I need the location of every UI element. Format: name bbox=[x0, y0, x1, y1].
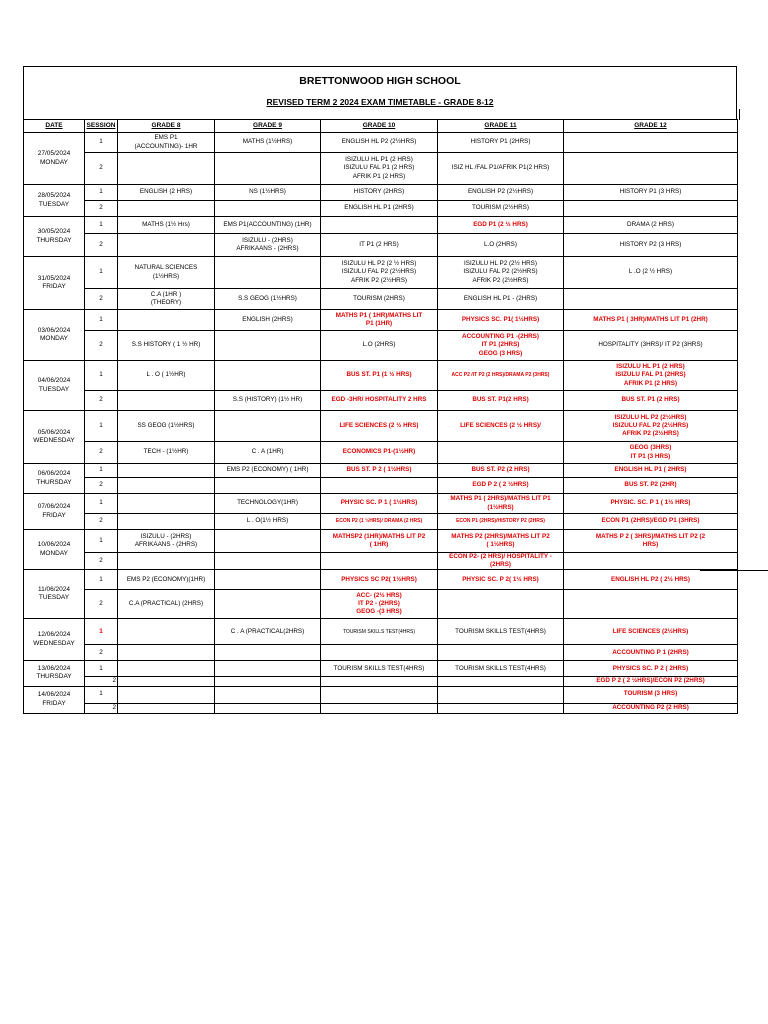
exam-cell-grade-10: MATHS P1 ( 1HR)/MATHS LIT P1 (1HR) bbox=[321, 310, 438, 331]
exam-cell-grade-12 bbox=[564, 201, 738, 217]
exam-cell-grade-12: GEOG (3HRS) IT P1 (3 HRS) bbox=[564, 442, 738, 464]
stray-mark bbox=[739, 109, 740, 120]
table-row bbox=[24, 530, 738, 553]
exam-cell-grade-9 bbox=[215, 553, 321, 570]
session-cell: 1 bbox=[85, 661, 118, 677]
exam-cell-grade-11 bbox=[438, 590, 564, 619]
session-cell: 1 bbox=[85, 411, 118, 442]
exam-cell-grade-10: ENGLISH HL P1 (2HRS) bbox=[321, 201, 438, 217]
exam-cell-grade-11: PHYSIC SC. P 2( 1½ HRS) bbox=[438, 570, 564, 590]
exam-cell-grade-12: MATHS P 2 ( 3HRS)/MATHS LIT P2 (2 HRS) bbox=[564, 530, 738, 553]
exam-cell-grade-9 bbox=[215, 257, 321, 289]
exam-cell-grade-12: BUS ST. P1 (2 HRS) bbox=[564, 391, 738, 411]
exam-cell-grade-8: S.S HISTORY ( 1 ½ HR) bbox=[118, 331, 215, 361]
session-cell: 2 bbox=[85, 201, 118, 217]
weekday-text: MONDAY bbox=[39, 158, 69, 166]
exam-cell-grade-9: S.S (HISTORY) (1½ HR) bbox=[215, 391, 321, 411]
exam-cell-grade-8: C.A (PRACTICAL) (2HRS) bbox=[118, 590, 215, 619]
weekday-text: TUESDAY bbox=[38, 200, 70, 208]
session-cell: 2 bbox=[85, 478, 118, 494]
date-cell bbox=[24, 686, 85, 713]
date-cell bbox=[24, 217, 85, 257]
date-cell bbox=[24, 411, 85, 464]
session-cell: 2 bbox=[85, 289, 118, 310]
session-cell: 1 bbox=[85, 257, 118, 289]
exam-cell-grade-8 bbox=[118, 619, 215, 645]
exam-cell-grade-12: PHYSIC. SC. P 1 ( 1½ HRS) bbox=[564, 494, 738, 514]
session-cell: 1 bbox=[85, 686, 118, 703]
date-text: 30/05/2024 bbox=[37, 228, 71, 236]
table-row bbox=[24, 686, 738, 703]
exam-cell-grade-10: ACC- (2½ HRS) IT P2 - (2HRS) GEOG -(3 HRS) bbox=[321, 590, 438, 619]
exam-cell-grade-11 bbox=[438, 645, 564, 661]
exam-cell-grade-11: MATHS P1 ( 2HRS)/MATHS LIT P1 (1½HRS) bbox=[438, 494, 564, 514]
exam-cell-grade-11: LIFE SCIENCES (2 ½ HRS)/ bbox=[438, 411, 564, 442]
date-cell bbox=[24, 133, 85, 185]
header-row bbox=[24, 120, 738, 133]
weekday-text: MONDAY bbox=[39, 335, 69, 342]
table-row bbox=[24, 133, 738, 153]
exam-cell-grade-9 bbox=[215, 686, 321, 703]
exam-cell-grade-10: IT P1 (2 HRS) bbox=[321, 234, 438, 257]
exam-cell-grade-10 bbox=[321, 686, 438, 703]
table-row bbox=[24, 201, 738, 217]
col-header-date: DATE bbox=[24, 120, 85, 133]
exam-cell-grade-12: EGD P 2 ( 2 ½HRS)/ECON P2 (2HRS) bbox=[564, 677, 738, 686]
school-name: BRETTONWOOD HIGH SCHOOL bbox=[299, 75, 461, 87]
weekday-text: TUESDAY bbox=[38, 385, 70, 393]
exam-cell-grade-11: ECON P1 (2HRS)/HISTORY P2 (2HRS) bbox=[438, 514, 564, 530]
exam-cell-grade-12 bbox=[564, 289, 738, 310]
exam-cell-grade-10 bbox=[321, 553, 438, 570]
exam-cell-grade-10: ISIZULU HL P1 (2 HRS) ISIZULU FAL P1 (2 HRS) AFRIK P1 (2 HRS) bbox=[321, 153, 438, 185]
exam-cell-grade-9 bbox=[215, 570, 321, 590]
table-row bbox=[24, 217, 738, 234]
col-header-grade-11: GRADE 11 bbox=[438, 120, 564, 133]
exam-cell-grade-10: ISIZULU HL P2 (2 ½ HRS) ISIZULU FAL P2 (2½HRS) AFRIK P2 (2½HRS) bbox=[321, 257, 438, 289]
timetable-subtitle: REVISED TERM 2 2024 EXAM TIMETABLE - GRADE 8-12 bbox=[266, 97, 494, 107]
weekday-text: FRIDAY bbox=[42, 699, 66, 707]
date-cell bbox=[24, 257, 85, 310]
session-cell: 2 bbox=[85, 514, 118, 530]
session-cell: 1 bbox=[85, 494, 118, 514]
exam-cell-grade-10: L.O (2HRS) bbox=[321, 331, 438, 361]
exam-cell-grade-12 bbox=[564, 553, 738, 570]
date-text: 05/06/2024 bbox=[37, 428, 71, 436]
exam-cell-grade-8 bbox=[118, 494, 215, 514]
exam-cell-grade-11: TOURISM SKILLS TEST(4HRS) bbox=[438, 661, 564, 677]
exam-cell-grade-12: MATHS P1 ( 3HR)/MATHS LIT P1 (2HR) bbox=[564, 310, 738, 331]
exam-cell-grade-11: ISIZULU HL P2 (2½ HRS) ISIZULU FAL P2 (2½HRS) AFRIK P2 (2½HRS) bbox=[438, 257, 564, 289]
table-row bbox=[24, 464, 738, 478]
table-row bbox=[24, 234, 738, 257]
exam-cell-grade-12 bbox=[564, 133, 738, 153]
session-cell: 2 bbox=[85, 703, 118, 713]
exam-cell-grade-12: LIFE SCIENCES (2½HRS) bbox=[564, 619, 738, 645]
session-cell: 2 bbox=[85, 645, 118, 661]
date-cell bbox=[24, 570, 85, 619]
session-cell: 2 bbox=[85, 590, 118, 619]
date-cell bbox=[24, 361, 85, 411]
timetable-body bbox=[24, 133, 738, 714]
exam-cell-grade-9 bbox=[215, 411, 321, 442]
exam-cell-grade-8 bbox=[118, 478, 215, 494]
session-cell: 2 bbox=[85, 442, 118, 464]
exam-cell-grade-8 bbox=[118, 661, 215, 677]
exam-cell-grade-8: MATHS (1½ Hrs) bbox=[118, 217, 215, 234]
exam-cell-grade-8: EMS P2 (ECONOMY)(1HR) bbox=[118, 570, 215, 590]
exam-cell-grade-8: L . O ( 1½HR) bbox=[118, 361, 215, 391]
exam-cell-grade-12: ENGLISH HL P1 ( 2HRS) bbox=[564, 464, 738, 478]
table-row bbox=[24, 645, 738, 661]
exam-cell-grade-9 bbox=[215, 530, 321, 553]
date-text: 31/05/2024 bbox=[37, 274, 71, 282]
exam-cell-grade-12: PHYSICS SC. P 2 ( 2HRS) bbox=[564, 661, 738, 677]
exam-cell-grade-10: TOURISM (2HRS) bbox=[321, 289, 438, 310]
exam-cell-grade-10: EGD -3HR/ HOSPITALITY 2 HRS bbox=[321, 391, 438, 411]
exam-cell-grade-12: ACCOUNTING P 1 (2HRS) bbox=[564, 645, 738, 661]
exam-cell-grade-9 bbox=[215, 153, 321, 185]
exam-cell-grade-8 bbox=[118, 201, 215, 217]
exam-cell-grade-12: HOSPITALITY (3HRS)/ IT P2 (3HRS) bbox=[564, 331, 738, 361]
date-cell bbox=[24, 530, 85, 570]
table-row bbox=[24, 514, 738, 530]
exam-cell-grade-9 bbox=[215, 478, 321, 494]
table-row bbox=[24, 677, 738, 686]
exam-cell-grade-12: L .O (2 ½ HRS) bbox=[564, 257, 738, 289]
table-row bbox=[24, 361, 738, 391]
exam-cell-grade-12: ENGLISH HL P2 ( 2½ HRS) bbox=[564, 570, 738, 590]
date-cell bbox=[24, 661, 85, 686]
exam-cell-grade-8 bbox=[118, 310, 215, 331]
exam-cell-grade-10: BUS ST. P1 (1 ½ HRS) bbox=[321, 361, 438, 391]
exam-cell-grade-12: DRAMA (2 HRS) bbox=[564, 217, 738, 234]
table-row bbox=[24, 289, 738, 310]
exam-cell-grade-9 bbox=[215, 661, 321, 677]
exam-cell-grade-12: ISIZULU HL P1 (2 HRS) ISIZULU FAL P1 (2HRS) AFRIK P1 (2 HRS) bbox=[564, 361, 738, 391]
exam-cell-grade-9: EMS P2 (ECONOMY) ( 1HR) bbox=[215, 464, 321, 478]
exam-cell-grade-8 bbox=[118, 234, 215, 257]
table-row bbox=[24, 570, 738, 590]
exam-cell-grade-10: ECONOMICS P1-(1½HR) bbox=[321, 442, 438, 464]
date-text: 06/06/2024 bbox=[37, 470, 71, 478]
exam-cell-grade-9: NS (1½HRS) bbox=[215, 185, 321, 201]
exam-cell-grade-11: PHYSICS SC. P1( 1½HRS) bbox=[438, 310, 564, 331]
exam-cell-grade-9: S.S GEOG (1½HRS) bbox=[215, 289, 321, 310]
exam-cell-grade-12: ISIZULU HL P2 (2½HRS) ISIZULU FAL P2 (2½HRS) AFRIK P2 (2½HRS) bbox=[564, 411, 738, 442]
session-cell: 1 bbox=[85, 217, 118, 234]
exam-cell-grade-10 bbox=[321, 703, 438, 713]
exam-cell-grade-10: PHYSICS SC P2( 1½HRS) bbox=[321, 570, 438, 590]
exam-cell-grade-11: L.O (2HRS) bbox=[438, 234, 564, 257]
table-row bbox=[24, 391, 738, 411]
exam-cell-grade-12 bbox=[564, 153, 738, 185]
exam-cell-grade-10: TOURISM SKILLS TEST(4HRS) bbox=[321, 619, 438, 645]
exam-cell-grade-10: BUS ST. P 2 ( 1½HRS) bbox=[321, 464, 438, 478]
exam-cell-grade-9: TECHNOLOGY(1HR) bbox=[215, 494, 321, 514]
exam-cell-grade-11 bbox=[438, 442, 564, 464]
exam-cell-grade-9: ENGLISH (2HRS) bbox=[215, 310, 321, 331]
exam-cell-grade-9 bbox=[215, 677, 321, 686]
exam-cell-grade-12: ACCOUNTING P2 (2 HRS) bbox=[564, 703, 738, 713]
weekday-text: THURSDAY bbox=[36, 236, 72, 244]
exam-cell-grade-8 bbox=[118, 464, 215, 478]
session-cell: 2 bbox=[85, 553, 118, 570]
exam-cell-grade-8 bbox=[118, 686, 215, 703]
weekday-text: THURSDAY bbox=[36, 478, 72, 486]
table-row bbox=[24, 331, 738, 361]
weekday-text: THURSDAY bbox=[36, 673, 72, 681]
exam-cell-grade-12: TOURISM (3 HRS) bbox=[564, 686, 738, 703]
exam-cell-grade-8: EMS P1 (ACCOUNTING)- 1HR bbox=[118, 133, 215, 153]
table-row bbox=[24, 310, 738, 331]
exam-cell-grade-11: BUS ST. P1(2 HRS) bbox=[438, 391, 564, 411]
exam-cell-grade-8 bbox=[118, 645, 215, 661]
timetable-sheet bbox=[23, 66, 737, 714]
exam-cell-grade-10 bbox=[321, 478, 438, 494]
table-row bbox=[24, 478, 738, 494]
exam-cell-grade-11: EGD P 2 ( 2 ½HRS) bbox=[438, 478, 564, 494]
exam-cell-grade-8 bbox=[118, 553, 215, 570]
table-row bbox=[24, 411, 738, 442]
exam-cell-grade-10 bbox=[321, 645, 438, 661]
table-row bbox=[24, 703, 738, 713]
exam-cell-grade-8: ENGLISH (2 HRS) bbox=[118, 185, 215, 201]
col-header-grade-8: GRADE 8 bbox=[118, 120, 215, 133]
exam-cell-grade-8 bbox=[118, 153, 215, 185]
exam-cell-grade-8: ISIZULU - (2HRS) AFRIKAANS - (2HRS) bbox=[118, 530, 215, 553]
exam-cell-grade-10: TOURISM SKILLS TEST(4HRS) bbox=[321, 661, 438, 677]
exam-cell-grade-9 bbox=[215, 703, 321, 713]
session-cell: 2 bbox=[85, 331, 118, 361]
table-row bbox=[24, 494, 738, 514]
exam-cell-grade-10 bbox=[321, 677, 438, 686]
date-cell bbox=[24, 185, 85, 217]
table-row bbox=[24, 185, 738, 201]
exam-cell-grade-11: HISTORY P1 (2HRS) bbox=[438, 133, 564, 153]
weekday-text: WEDNESDAY bbox=[33, 437, 75, 444]
session-cell: 2 bbox=[85, 391, 118, 411]
exam-cell-grade-8 bbox=[118, 514, 215, 530]
table-row bbox=[24, 619, 738, 645]
table-row bbox=[24, 661, 738, 677]
date-cell bbox=[24, 494, 85, 530]
session-cell: 1 bbox=[85, 185, 118, 201]
exam-timetable bbox=[23, 119, 738, 714]
col-header-grade-12: GRADE 12 bbox=[564, 120, 738, 133]
exam-cell-grade-8 bbox=[118, 703, 215, 713]
weekday-text: FRIDAY bbox=[42, 283, 66, 290]
weekday-text: WEDNESDAY bbox=[33, 639, 75, 647]
session-cell: 2 bbox=[85, 677, 118, 686]
exam-cell-grade-10: PHYSIC SC. P 1 ( 1½HRS) bbox=[321, 494, 438, 514]
weekday-text: FRIDAY bbox=[42, 511, 66, 519]
exam-cell-grade-9 bbox=[215, 645, 321, 661]
exam-cell-grade-9: MATHS (1½HRS) bbox=[215, 133, 321, 153]
exam-cell-grade-11: EGD P1 (2 ½ HRS) bbox=[438, 217, 564, 234]
session-cell: 2 bbox=[85, 153, 118, 185]
date-text: 27/05/2024 bbox=[37, 150, 71, 158]
exam-cell-grade-10: HISTORY (2HRS) bbox=[321, 185, 438, 201]
date-text: 12/06/2024 bbox=[37, 631, 71, 639]
table-row bbox=[24, 590, 738, 619]
exam-cell-grade-11: ECON P2- (2 HRS)/ HOSPITALITY - (2HRS) bbox=[438, 553, 564, 570]
session-cell: 1 bbox=[85, 133, 118, 153]
date-text: 04/06/2024 bbox=[37, 377, 71, 385]
date-text: 14/06/2024 bbox=[37, 691, 71, 699]
session-cell: 1 bbox=[85, 619, 118, 645]
exam-cell-grade-11 bbox=[438, 703, 564, 713]
title-box bbox=[23, 66, 737, 119]
col-header-session: SESSION bbox=[85, 120, 118, 133]
date-text: 11/06/2024 bbox=[37, 585, 71, 593]
session-cell: 2 bbox=[85, 234, 118, 257]
exam-cell-grade-9 bbox=[215, 590, 321, 619]
exam-cell-grade-9: ISIZULU - (2HRS) AFRIKAANS - (2HRS) bbox=[215, 234, 321, 257]
date-cell bbox=[24, 619, 85, 661]
date-cell bbox=[24, 464, 85, 494]
exam-cell-grade-10 bbox=[321, 217, 438, 234]
exam-cell-grade-8 bbox=[118, 677, 215, 686]
exam-cell-grade-11: TOURISM SKILLS TEST(4HRS) bbox=[438, 619, 564, 645]
exam-cell-grade-9 bbox=[215, 331, 321, 361]
exam-cell-grade-8 bbox=[118, 391, 215, 411]
exam-cell-grade-11: TOURISM (2½HRS) bbox=[438, 201, 564, 217]
exam-cell-grade-8: NATURAL SCIENCES (1½HRS) bbox=[118, 257, 215, 289]
session-cell: 1 bbox=[85, 530, 118, 553]
exam-cell-grade-10: MATHSP2 (1HR)/MATHS LIT P2 ( 1HR) bbox=[321, 530, 438, 553]
exam-cell-grade-11 bbox=[438, 677, 564, 686]
exam-cell-grade-12: ECON P1 (2HRS)/EGD P1 (3HRS) bbox=[564, 514, 738, 530]
exam-cell-grade-8: C.A (1HR ) (THEORY) bbox=[118, 289, 215, 310]
session-cell: 1 bbox=[85, 310, 118, 331]
exam-cell-grade-10: LIFE SCIENCES (2 ½ HRS) bbox=[321, 411, 438, 442]
exam-cell-grade-9 bbox=[215, 361, 321, 391]
exam-cell-grade-10: ECON P2 (1 ½HRS)/ DRAMA (2 HRS) bbox=[321, 514, 438, 530]
exam-cell-grade-12 bbox=[564, 590, 738, 619]
session-cell: 1 bbox=[85, 570, 118, 590]
exam-cell-grade-8: TECH - (1½HR) bbox=[118, 442, 215, 464]
table-row bbox=[24, 442, 738, 464]
exam-cell-grade-11: ACC P2 /IT P2 (2 HRS)/DRAMA P2 (3HRS) bbox=[438, 361, 564, 391]
exam-cell-grade-9 bbox=[215, 201, 321, 217]
date-cell bbox=[24, 310, 85, 361]
session-cell: 1 bbox=[85, 361, 118, 391]
exam-cell-grade-8: SS GEOG (1½HRS) bbox=[118, 411, 215, 442]
exam-cell-grade-9: C . A (PRACTICAL(2HRS) bbox=[215, 619, 321, 645]
session-cell: 1 bbox=[85, 464, 118, 478]
weekday-text: MONDAY bbox=[39, 549, 69, 557]
table-row bbox=[24, 553, 738, 570]
date-text: 03/06/2024 bbox=[37, 326, 71, 334]
table-row bbox=[24, 257, 738, 289]
exam-cell-grade-9: EMS P1(ACCOUNTING) (1HR) bbox=[215, 217, 321, 234]
date-text: 10/06/2024 bbox=[37, 541, 71, 549]
exam-cell-grade-12: HISTORY P2 (3 HRS) bbox=[564, 234, 738, 257]
stray-line bbox=[700, 570, 768, 571]
date-text: 07/06/2024 bbox=[37, 503, 71, 511]
col-header-grade-10: GRADE 10 bbox=[321, 120, 438, 133]
exam-cell-grade-12: HISTORY P1 (3 HRS) bbox=[564, 185, 738, 201]
exam-cell-grade-11: ENGLISH HL P1 - (2HRS) bbox=[438, 289, 564, 310]
exam-cell-grade-11 bbox=[438, 686, 564, 703]
exam-cell-grade-11: ENGLISH P2 (2½HRS) bbox=[438, 185, 564, 201]
exam-cell-grade-9: L . O(1½ HRS) bbox=[215, 514, 321, 530]
date-text: 28/05/2024 bbox=[37, 192, 71, 200]
exam-cell-grade-10: ENGLISH HL P2 (2½HRS) bbox=[321, 133, 438, 153]
exam-cell-grade-12: BUS ST. P2 (2HR) bbox=[564, 478, 738, 494]
date-text: 13/06/2024 bbox=[37, 664, 71, 672]
exam-cell-grade-11: BUS ST. P2 (2 HRS) bbox=[438, 464, 564, 478]
exam-cell-grade-11: ACCOUNTING P1 -(2HRS) IT P1 (2HRS) GEOG (3 HRS) bbox=[438, 331, 564, 361]
weekday-text: TUESDAY bbox=[38, 594, 70, 602]
exam-cell-grade-11: ISIZ HL /FAL P1/AFRIK P1(2 HRS) bbox=[438, 153, 564, 185]
exam-cell-grade-11: MATHS P2 (2HRS)/MATHS LIT P2 ( 1½HRS) bbox=[438, 530, 564, 553]
exam-cell-grade-9: C . A (1HR) bbox=[215, 442, 321, 464]
col-header-grade-9: GRADE 9 bbox=[215, 120, 321, 133]
table-row bbox=[24, 153, 738, 185]
